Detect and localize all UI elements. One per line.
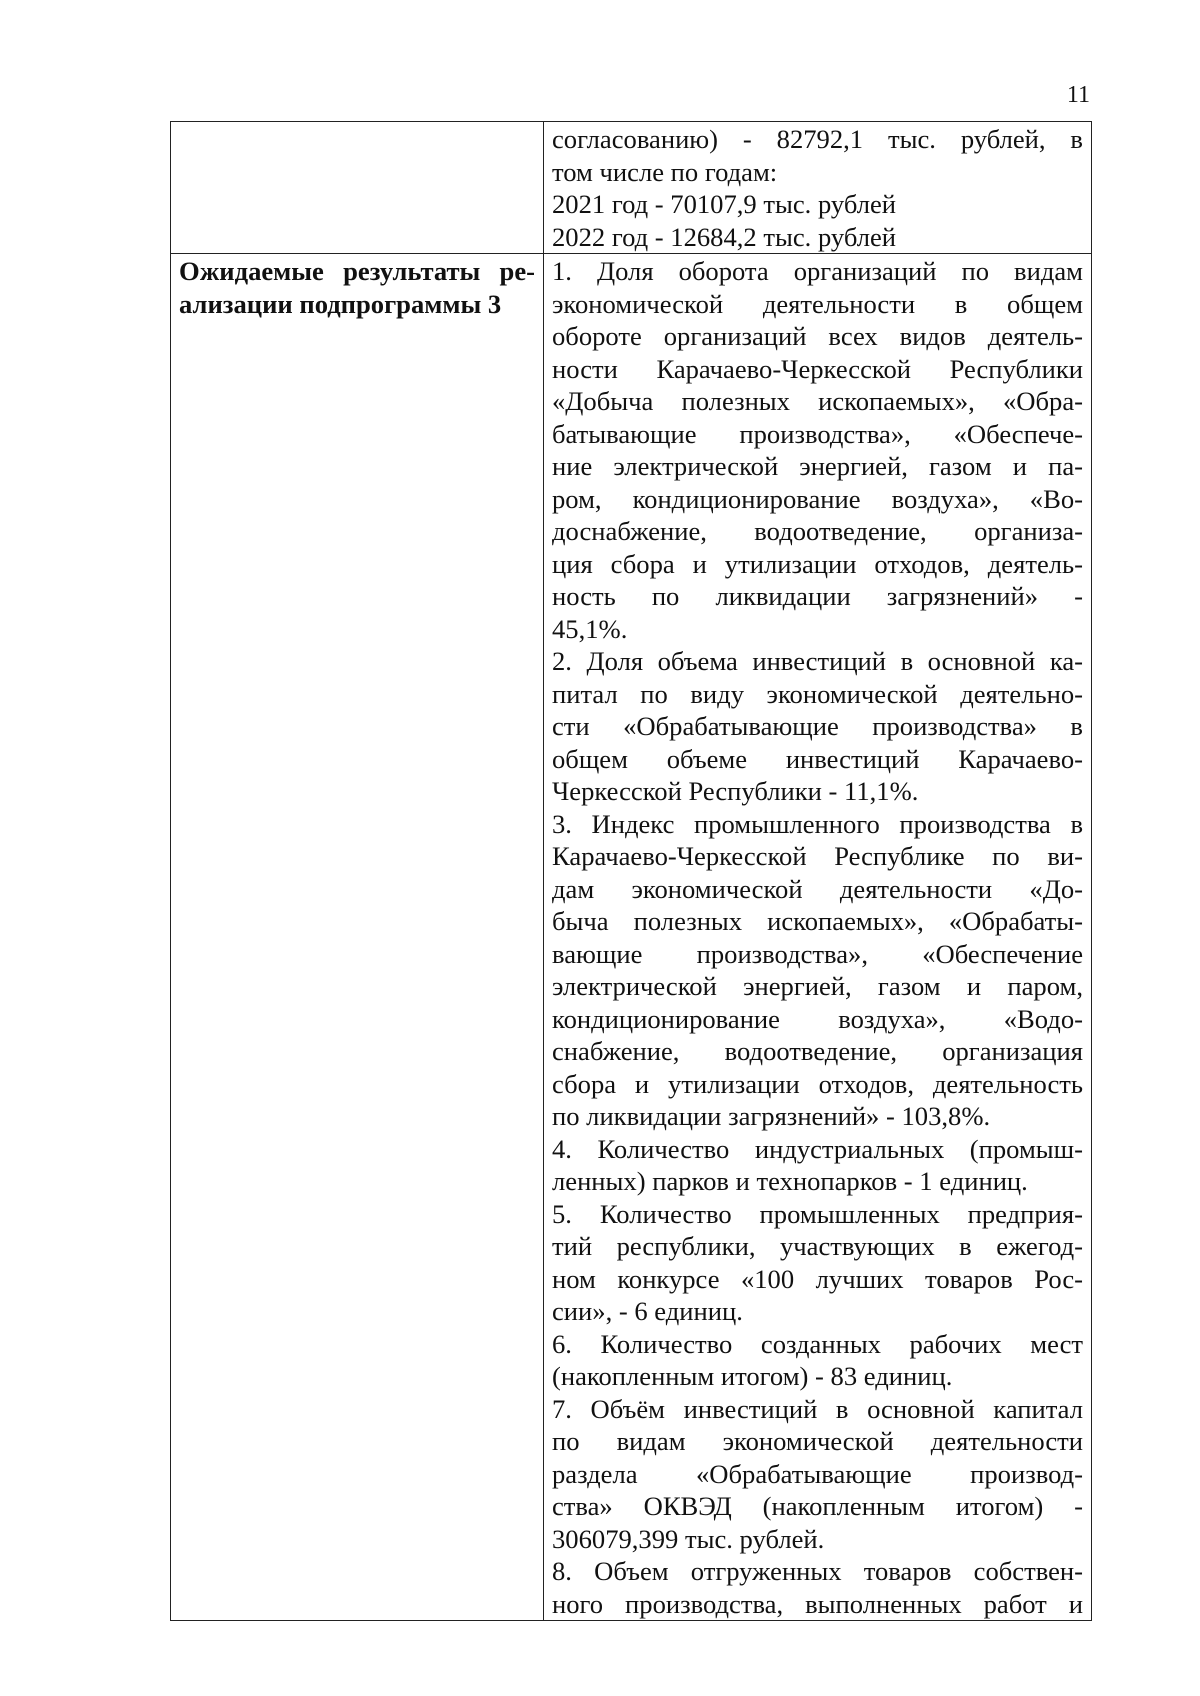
funding-line-3: 2021 год - 70107,9 тыс. рублей xyxy=(552,189,897,219)
results-heading-line-1: Ожидаемые результаты ре- xyxy=(179,256,535,286)
results-text-line: 3. Индекс промышленного производства в xyxy=(552,808,1083,839)
results-text-line: батывающие производства», «Обеспече- xyxy=(552,418,1083,449)
results-text-line: 4. Количество индустриальных (промыш- xyxy=(552,1133,1083,1164)
results-text-line: по ликвидации загрязнений» - 103,8%. xyxy=(552,1101,991,1131)
results-text-line: Карачаево-Черкесской Республике по ви- xyxy=(552,841,1083,871)
table-row-funding xyxy=(171,122,1092,254)
funding-line-4: 2022 год - 12684,2 тыс. рублей xyxy=(552,221,897,252)
results-text-line: ция сбора и утилизации отходов, деятель- xyxy=(552,548,1083,579)
results-text-line: электрической энергией, газом и паром, xyxy=(552,971,1083,1001)
results-text-line: дам экономической деятельности «До- xyxy=(552,873,1083,904)
results-heading-line-2: ализации подпрограммы 3 xyxy=(179,288,502,319)
results-text-line: (накопленным итогом) - 83 единиц. xyxy=(552,1361,953,1391)
results-text-line: Черкесской Республики - 11,1%. xyxy=(552,776,919,806)
results-text-line: 7. Объём инвестиций в основной капитал xyxy=(552,1393,1083,1424)
results-text-line: обороте организаций всех видов деятель- xyxy=(552,321,1083,351)
row2-left-cell xyxy=(171,254,544,1621)
results-text-line: 306079,399 тыс. рублей. xyxy=(552,1523,825,1554)
results-text-line: кондиционирование воздуха», «Водо- xyxy=(552,1003,1083,1034)
row1-left-cell xyxy=(171,122,544,254)
results-text-line: ром, кондиционирование воздуха», «Во- xyxy=(552,483,1083,514)
results-text-line: сии», - 6 единиц. xyxy=(552,1296,743,1326)
passport-table xyxy=(170,121,1092,1621)
results-text-line: 8. Объем отгруженных товаров собствен- xyxy=(552,1556,1083,1586)
results-text-line: ние электрической энергией, газом и па- xyxy=(552,451,1083,481)
results-text-line: ства» ОКВЭД (накопленным итогом) - xyxy=(552,1491,1083,1521)
funding-line-1: согласованию) - 82792,1 тыс. рублей, в xyxy=(552,124,1083,154)
results-text-line: 2. Доля объема инвестиций в основной ка- xyxy=(552,646,1083,676)
results-text-line: 6. Количество созданных рабочих мест xyxy=(552,1328,1083,1359)
results-text-line: ного производства, выполненных работ и xyxy=(552,1588,1083,1619)
results-text-line: общем объеме инвестиций Карачаево- xyxy=(552,743,1083,774)
results-text-line: 45,1%. xyxy=(552,613,628,644)
results-text-line: «Добыча полезных ископаемых», «Обра- xyxy=(552,386,1083,416)
row1-right-cell xyxy=(544,122,1092,254)
results-text-line: раздела «Обрабатывающие производ- xyxy=(552,1458,1083,1489)
results-text-line: быча полезных ископаемых», «Обрабаты- xyxy=(552,906,1083,936)
results-text-line: по видам экономической деятельности xyxy=(552,1426,1083,1456)
results-text-line: ность по ликвидации загрязнений» - xyxy=(552,581,1083,611)
results-text-line: тий республики, участвующих в ежегод- xyxy=(552,1231,1083,1261)
results-text-line: снабжение, водоотведение, организация xyxy=(552,1036,1083,1066)
results-text-line: ленных) парков и технопарков - 1 единиц. xyxy=(552,1166,1028,1196)
results-text-line: ном конкурсе «100 лучших товаров Рос- xyxy=(552,1263,1083,1294)
results-text-line: сти «Обрабатывающие производства» в xyxy=(552,711,1083,741)
results-text-line: ности Карачаево-Черкесской Республики xyxy=(552,353,1083,384)
funding-line-2: том числе по годам: xyxy=(552,156,778,187)
results-text-line: сбора и утилизации отходов, деятельность xyxy=(552,1068,1083,1099)
page-number: 11 xyxy=(1066,82,1090,108)
results-text-line: 5. Количество промышленных предприя- xyxy=(552,1198,1083,1229)
table-row-expected-results xyxy=(171,254,1092,1621)
results-text-line: питал по виду экономической деятельно- xyxy=(552,678,1083,709)
results-text-line: экономической деятельности в общем xyxy=(552,288,1083,319)
results-text-line: доснабжение, водоотведение, организа- xyxy=(552,516,1083,546)
row2-right-cell xyxy=(544,254,1092,1621)
results-text-line: вающие производства», «Обеспечение xyxy=(552,938,1083,969)
results-text-line: 1. Доля оборота организаций по видам xyxy=(552,256,1083,286)
